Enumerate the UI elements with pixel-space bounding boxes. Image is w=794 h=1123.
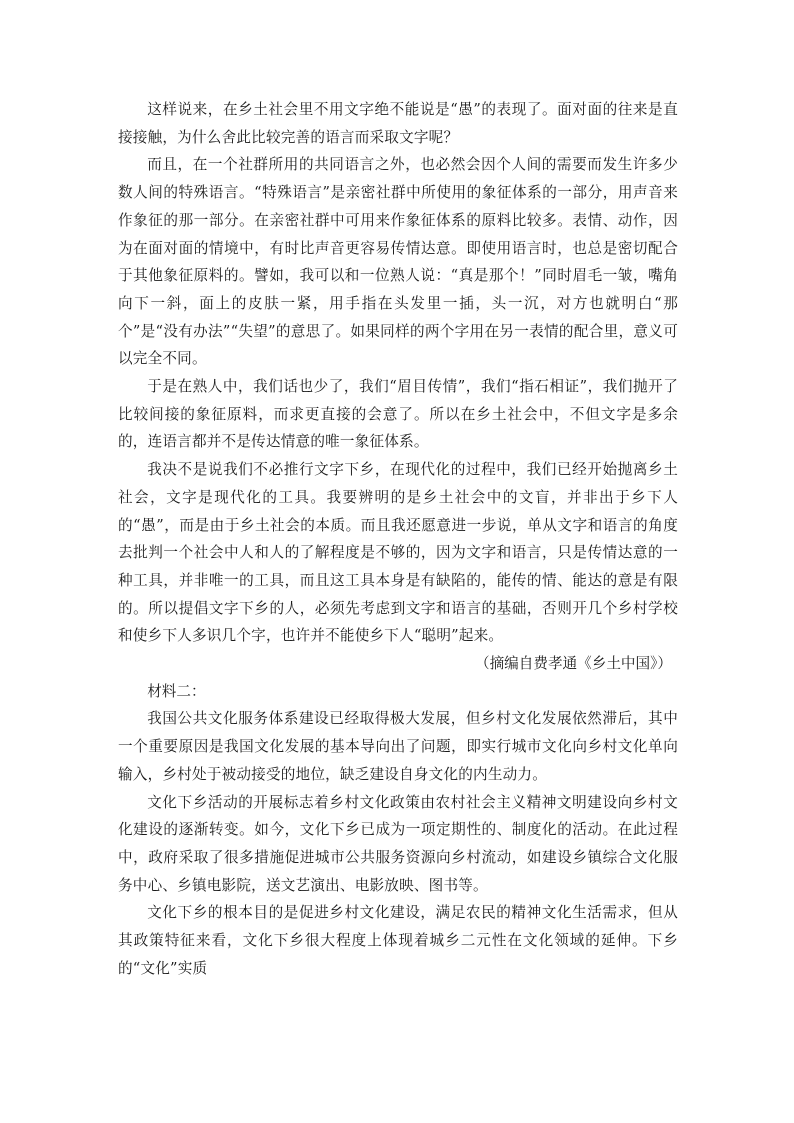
section-label: 材料二： (147, 682, 206, 700)
paragraph-6: 文化下乡活动的开展标志着乡村文化政策由农村社会主义精神文明建设向乡村文化建设的逐渐转变。如今，文化下乡已成为一项定期性的、制度化的活动。在此过程中，政府采取了很多措施促进城市公共服务资源向乡村流动，如建设乡镇综合文化服务中心、乡镇电影院，送文艺演出、电影放映、图书等。 (118, 793, 678, 894)
paragraph-1: 这样说来，在乡土社会里不用文字绝不能说是“愚”的表现了。面对面的往来是直接接触，为什么舍此比较完善的语言而采取文字呢？ (118, 101, 678, 146)
paragraph-2: 而且，在一个社群所用的共同语言之外，也必然会因个人间的需要而发生许多少数人间的特殊语言。“特殊语言”是亲密社群中所使用的象征体系的一部分，用声音来作象征的那一部分。在亲密社群中可用来作象征体系的原料比较多。表情、动作，因为在面对面的情境中，有时比声音更容易传情达意。即使用语言时，也总是密切配合于其他象征原料的。譬如，我可以和一位熟人说：“真是那个！”同时眉毛一皱，嘴角向下一斜，面上的皮肤一紧，用手指在头发里一插，头一沉，对方也就明白“那个”是“没有办法”“失望”的意思了。如果同样的两个字用在另一表情的配合里，意义可以完全不同。 (118, 156, 678, 368)
document-page (118, 96, 678, 983)
paragraph-5: 我国公共文化服务体系建设已经取得极大发展，但乡村文化发展依然滞后，其中一个重要原因是我国文化发展的基本导向出了问题，即实行城市文化向乡村文化单向输入，乡村处于被动接受的地位，缺乏建设自身文化的内生动力。 (118, 710, 678, 783)
paragraph-4: 我决不是说我们不必推行文字下乡，在现代化的过程中，我们已经开始抛离乡土社会，文字是现代化的工具。我要辨明的是乡土社会中的文盲，并非出于乡下人的“愚”，而是由于乡土社会的本质。而且我还愿意进一步说，单从文字和语言的角度去批判一个社会中人和人的了解程度是不够的，因为文字和语言，只是传情达意的一种工具，并非唯一的工具，而且这工具本身是有缺陷的，能传的情、能达的意是有限的。所以提倡文字下乡的人，必须先考虑到文字和语言的基础，否则开几个乡村学校和使乡下人多识几个字，也许并不能使乡下人“聪明”起来。 (118, 461, 678, 645)
paragraph-3: 于是在熟人中，我们话也少了，我们“眉目传情”，我们“指石相证”，我们抛开了比较间接的象征原料，而求更直接的会意了。所以在乡土社会中，不但文字是多余的，连语言都并不是传达情意的唯一象征体系。 (118, 378, 678, 451)
source-citation: （摘编自费孝通《乡土中国》） (474, 655, 672, 673)
paragraph-7: 文化下乡的根本目的是促进乡村文化建设，满足农民的精神文化生活需求，但从其政策特征来看，文化下乡很大程度上体现着城乡二元性在文化领域的延伸。下乡的“文化”实质 (118, 904, 678, 977)
